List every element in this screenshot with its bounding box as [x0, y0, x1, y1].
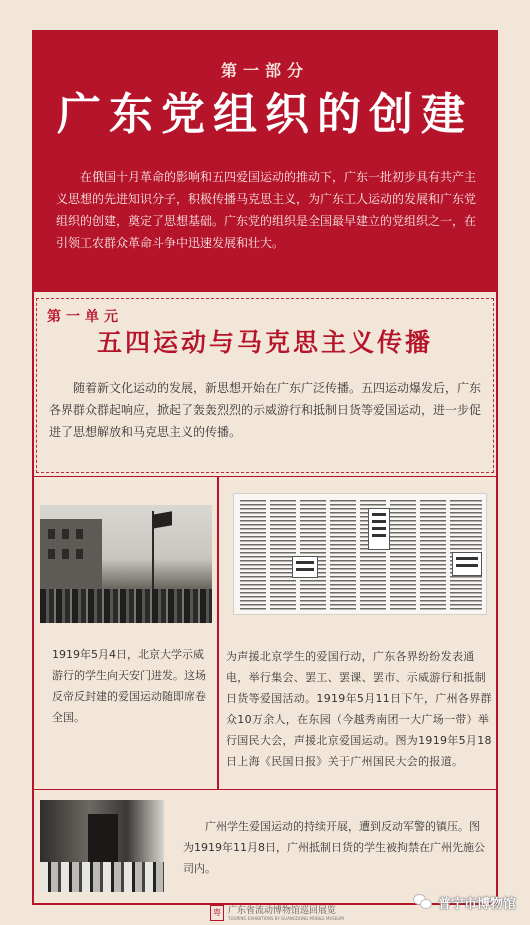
newspaper-headline	[292, 556, 318, 578]
unit-section	[36, 298, 494, 473]
unit-title: 五四运动与马克思主义传播	[96, 328, 433, 357]
caption-may-fourth: 1919年5月4日，北京大学示威游行的学生向天安门进发。这场反帝反封建的爱国运动随即席卷全国。	[52, 648, 206, 724]
grid-divider	[217, 477, 219, 789]
hero-banner	[32, 30, 498, 292]
photo-people	[40, 862, 164, 892]
newspaper-headline	[452, 552, 482, 576]
part-label: 第一部分	[220, 61, 309, 80]
photo-window	[48, 549, 55, 559]
photo-window	[48, 529, 55, 539]
newspaper-headline	[368, 508, 390, 550]
footer-org-name: 广东省流动博物馆巡回展览	[228, 905, 337, 916]
unit-label: 第一单元	[47, 309, 123, 325]
intro-paragraph: 在俄国十月革命的影响和五四爱国运动的推动下，广东一批初步具有共产主义思想的先进知识分子，积极传播马克思主义，为广东工人运动的发展和广东党组织的创建，奠定了思想基础。广东党的组织是全国最早建立的党组织之一，在引领工农群众革命斗争中迅速发展和壮大。	[56, 170, 477, 250]
photo-flag	[152, 511, 172, 529]
photo-window	[62, 549, 69, 559]
newspaper-column	[270, 500, 296, 610]
photo-window	[76, 529, 83, 539]
footer-org-name-en: TOURING EXHIBITIONS BY GUANGDONG MOBILE MUSEUM	[228, 915, 344, 921]
caption-newspaper: 为声援北京学生的爱国行动，广东各界纷纷发表通电，举行集会、罢工、罢课、罢市、示威游行和抵制日货等爱国活动。1919年5月11日下午，广州各界群众10万余人，在东园（今越秀南团一大广场一带）举行国民大会，声援北京爱国运动。图为1919年5月18日上海《民国日报》关于广州国民大会的报道。	[226, 650, 492, 768]
unit-body: 随着新文化运动的发展，新思想开始在广东广泛传播。五四运动爆发后，广东各界群众群起响应，掀起了轰轰烈烈的示威游行和抵制日货等爱国运动，进一步促进了思想解放和马克思主义的传播。	[49, 381, 482, 439]
newspaper-column	[300, 500, 326, 610]
photo-crowd	[40, 589, 212, 623]
watermark-text: 普宁市博物馆	[437, 897, 516, 912]
newspaper-column	[240, 500, 266, 610]
photo-window	[76, 549, 83, 559]
newspaper-column	[390, 500, 416, 610]
caption-detained-students: 广州学生爱国运动的持续开展，遭到反动军警的镇压。图为1919年11月8日，广州抵制日货的学生被拘禁在广州先施公司内。	[183, 820, 485, 875]
newspaper-column	[330, 500, 356, 610]
newspaper-clipping	[233, 493, 487, 615]
wechat-watermark	[413, 893, 516, 912]
page-title: 广东党组织的创建	[57, 89, 473, 140]
photo-window	[62, 529, 69, 539]
museum-seal-icon: 粤	[210, 905, 224, 921]
footer-logo	[210, 904, 344, 922]
photo-may-fourth-march	[40, 505, 212, 623]
newspaper-column	[420, 500, 446, 610]
wechat-icon	[413, 894, 433, 911]
photo-students-detained	[40, 800, 164, 892]
